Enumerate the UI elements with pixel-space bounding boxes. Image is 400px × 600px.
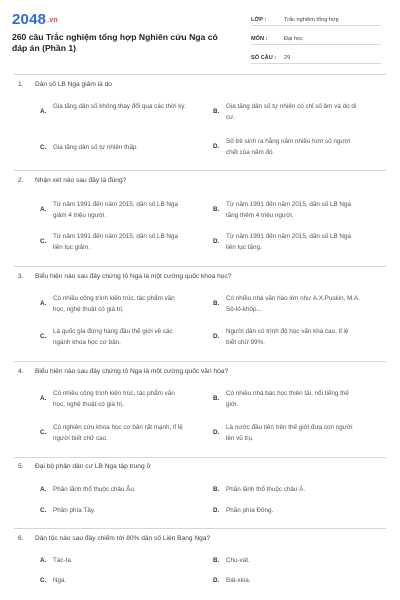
option-text: Phần lãnh thổ thuộc châu Âu. (53, 486, 136, 493)
option-letter: C. (40, 144, 47, 151)
option-letter: D. (213, 507, 220, 514)
option-letter: B. (213, 557, 220, 564)
option-text: Phần phía Đông. (226, 507, 274, 514)
question-number: 3. (18, 273, 24, 280)
option-letter: B. (213, 206, 220, 213)
site-logo[interactable] (12, 11, 58, 28)
option-d[interactable] (213, 137, 360, 158)
option-letter: C. (40, 429, 47, 436)
option-text: Gia tăng dân số tự nhiên thấp. (53, 144, 139, 151)
option-text: Có nhiều nhà bác học thiên tài, nổi tiếng thế giới. (226, 390, 349, 408)
question-number: 6. (18, 535, 24, 542)
meta-key: MÔN : (251, 36, 268, 42)
option-letter: D. (213, 429, 220, 436)
option-letter: B. (213, 486, 220, 493)
option-d[interactable] (213, 232, 360, 253)
option-a[interactable] (40, 556, 187, 567)
question-text: Biểu hiện nào sau đây chứng tỏ Nga là một cường quốc văn hóa? (35, 368, 229, 375)
question-6 (18, 535, 210, 542)
option-letter: A. (40, 486, 47, 493)
question-text: Biểu hiện nào sau đây chứng tỏ Nga là một cường quốc khoa học? (35, 273, 232, 280)
option-b[interactable] (213, 102, 360, 123)
meta-key: SỐ CÂU : (251, 55, 277, 61)
option-letter: C. (40, 507, 47, 514)
option-letter: C. (40, 577, 47, 584)
option-text: Số trẻ sinh ra hằng năm nhiều hơn số người chết của năm đó. (226, 138, 351, 156)
option-text: Có nghiên cứu khoa học cơ bản rất mạnh, tỉ lệ người biết chữ cao. (53, 424, 183, 442)
option-a[interactable] (40, 485, 187, 496)
option-d[interactable] (213, 576, 360, 587)
divider (14, 457, 386, 458)
option-c[interactable] (40, 423, 187, 444)
meta-table (251, 12, 381, 69)
meta-row-class (251, 12, 381, 26)
option-c[interactable] (40, 327, 187, 348)
question-number: 5. (18, 463, 24, 470)
option-letter: C. (40, 238, 47, 245)
option-b[interactable] (213, 294, 360, 315)
question-text: Dân số LB Nga giảm là do (35, 81, 112, 88)
divider (14, 361, 386, 362)
option-text: Chu-vát. (226, 557, 250, 564)
option-text: Tác-ta. (53, 557, 73, 564)
option-c[interactable] (40, 506, 187, 517)
question-number: 1. (18, 81, 24, 88)
option-text: Nga. (53, 577, 67, 584)
question-3 (18, 273, 231, 280)
option-c[interactable] (40, 232, 187, 253)
option-text: Có nhiều nhà văn hào lớn như A.X.Puskin, M.A. Sô-lô-khốp... (226, 295, 361, 313)
option-a[interactable] (40, 102, 187, 118)
option-letter: A. (40, 108, 47, 115)
option-text: Từ năm 1991 đến năm 2015, dân số LB Nga giảm 4 triệu người. (53, 201, 178, 219)
option-text: Là nước đầu tiên trên thế giới đưa con người lên vũ trụ. (226, 424, 353, 442)
meta-value: Đại học (284, 36, 303, 42)
option-letter: A. (40, 206, 47, 213)
meta-value: 29 (284, 55, 291, 61)
option-letter: D. (213, 238, 220, 245)
option-b[interactable] (213, 485, 360, 496)
option-letter: A. (40, 300, 47, 307)
option-letter: D. (213, 333, 220, 340)
option-text: Từ năm 1991 đến năm 2015, dân số LB Nga liên tục tăng. (226, 233, 351, 251)
option-text: Phần phía Tây. (53, 507, 96, 514)
option-text: Bát-xkia. (226, 577, 251, 584)
question-number: 4. (18, 368, 24, 375)
document-title: 260 câu Trắc nghiệm tổng hợp Nghiên cứu Nga có đáp án (Phần 1) (12, 32, 218, 53)
option-c[interactable] (40, 576, 187, 587)
option-text: Có nhiều công trình kiến trúc, tác phẩm văn học, nghệ thuật có giá trị. (53, 390, 175, 408)
question-2 (18, 177, 126, 184)
option-letter: B. (213, 300, 220, 307)
option-text: Có nhiều công trình kiến trúc, tác phẩm văn học, nghệ thuật có giá trị. (53, 295, 175, 313)
question-text: Nhận xét nào sau đây là đúng? (35, 177, 127, 184)
option-text: Gia tăng dân số tự nhiên có chỉ số âm và do di cư. (226, 103, 357, 121)
option-text: Người dân có trình độ học vấn khá cao, tỉ lệ biết chữ 99%. (226, 328, 349, 346)
option-letter: C. (40, 333, 47, 340)
meta-key: LỚP : (251, 17, 267, 23)
option-letter: B. (213, 108, 220, 115)
option-text: Phần lãnh thổ thuộc châu Á. (226, 486, 306, 493)
question-5 (18, 463, 151, 470)
option-letter: D. (213, 143, 220, 150)
question-number: 2. (18, 177, 24, 184)
option-d[interactable] (213, 423, 360, 444)
logo-domain: .vn (47, 17, 58, 24)
meta-row-subject (251, 31, 381, 45)
option-d[interactable] (213, 327, 360, 348)
question-4 (18, 368, 228, 375)
option-letter: A. (40, 395, 47, 402)
option-letter: B. (213, 395, 220, 402)
meta-row-count (251, 50, 381, 64)
option-c[interactable] (40, 143, 187, 154)
option-text: Gia tăng dân số không thay đổi qua các thời kỳ. (53, 103, 187, 110)
divider (14, 528, 386, 529)
option-b[interactable] (213, 389, 360, 410)
divider (14, 266, 386, 267)
option-a[interactable] (40, 200, 187, 221)
option-a[interactable] (40, 389, 187, 410)
option-text: Là quốc gia đứng hàng đầu thế giới về các ngành khoa học cơ bản. (53, 328, 173, 346)
option-b[interactable] (213, 556, 360, 567)
meta-value: Trắc nghiệm tổng hợp (284, 17, 339, 23)
divider (14, 170, 386, 171)
option-text: Từ năm 1991 đến năm 2015, dân số LB Nga tăng thêm 4 triệu người. (226, 201, 351, 219)
question-1 (18, 81, 112, 88)
option-letter: A. (40, 557, 47, 564)
option-b[interactable] (213, 200, 360, 221)
divider (14, 74, 386, 75)
logo-text: 2048 (12, 11, 47, 28)
option-letter: D. (213, 577, 220, 584)
question-text: Đại bộ phận dân cư LB Nga tập trung ở (35, 463, 151, 470)
option-d[interactable] (213, 506, 360, 517)
option-text: Từ năm 1991 đến năm 2015, dân số LB Nga liên tục giảm. (53, 233, 178, 251)
question-text: Dân tộc nào sau đây chiếm tới 80% dân số Liên Bang Nga? (35, 535, 211, 542)
option-a[interactable] (40, 294, 187, 315)
